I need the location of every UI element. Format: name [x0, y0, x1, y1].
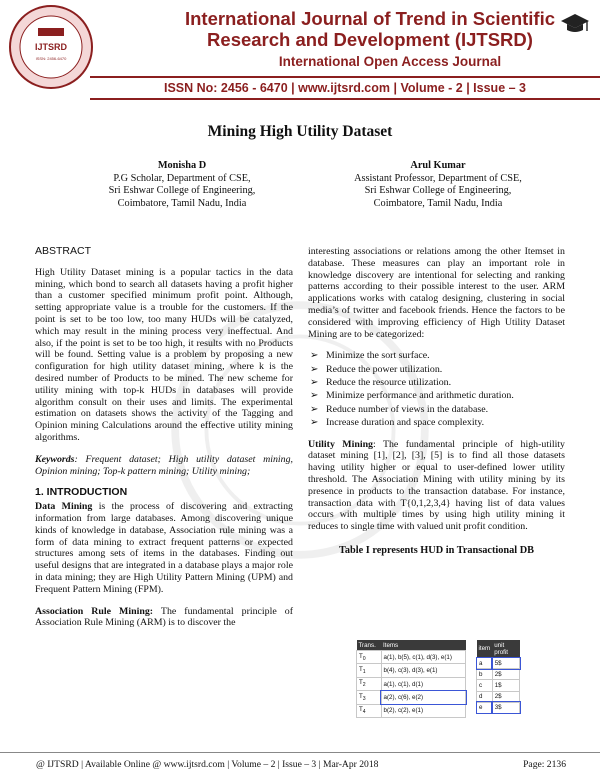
transaction-table	[356, 640, 466, 718]
table-header: Items	[381, 640, 465, 651]
author-block	[318, 160, 558, 210]
issn-bar: ISSN No: 2456 - 6470 | www.ijtsrd.com | Volume - 2 | Issue – 3	[90, 76, 600, 100]
arrow-bullet-icon: ➢	[310, 350, 319, 362]
right-column	[308, 246, 565, 567]
utility-mining-paragraph	[308, 439, 565, 533]
left-column	[35, 246, 293, 639]
abstract-heading: ABSTRACT	[35, 245, 92, 257]
item-cell: a	[477, 658, 493, 669]
list-item: ➢ Reduce number of views in the database.	[310, 403, 489, 415]
transaction-table-figure	[356, 640, 576, 744]
arrow-bullet-icon: ➢	[310, 390, 319, 402]
author-affiliation: Sri Eshwar College of Engineering,	[364, 185, 512, 196]
author-affiliation: Coimbatore, Tamil Nadu, India	[373, 197, 503, 209]
arm-paragraph	[35, 606, 293, 630]
author-affiliation: Assistant Professor, Department of CSE,	[354, 172, 522, 184]
table-row	[477, 680, 520, 691]
items-cell: a(1), b(5), c(1), d(3), e(1)	[381, 651, 465, 664]
open-access-label: International Open Access Journal	[278, 54, 502, 69]
journal-title: International Journal of Trend in Scientific Research and Development (IJTSRD)	[184, 8, 556, 50]
data-mining-paragraph	[35, 501, 293, 595]
author-block	[62, 160, 302, 210]
arm-text: The fundamental principle of Association Rule Mining (ARM) is to discover the	[35, 605, 293, 629]
list-item: ➢ Minimize the sort surface.	[310, 350, 430, 362]
table-row	[477, 658, 520, 669]
utility-mining-term: Utility Mining	[308, 438, 373, 450]
unit-profit-table	[476, 640, 520, 714]
arrow-bullet-icon: ➢	[310, 363, 319, 375]
list-item: ➢ Reduce the resource utilization.	[310, 376, 452, 388]
page-footer	[0, 752, 600, 776]
author-affiliation: Coimbatore, Tamil Nadu, India	[117, 197, 247, 209]
factor-list	[310, 350, 565, 428]
table-row	[357, 651, 466, 664]
items-cell: a(1), c(1), d(1)	[381, 677, 465, 690]
page-number: Page: 2136	[523, 759, 566, 770]
profit-cell: 1$	[492, 680, 519, 691]
table-header: unit profit	[492, 640, 519, 658]
graduation-cap-icon	[560, 12, 590, 36]
item-cell: e	[477, 702, 493, 713]
arm-term: Association Rule Mining:	[35, 605, 154, 617]
abstract-text: High Utility Dataset mining is a popular tactics in the data mining, which bond to search all datasets having a profit higher than a customer specified minimum profit point. Although, setting appropriate value is a trouble for the customers. If the point is set to be too low, too many HUDs will be catalyzed, which may result in the mining process very ineffectual. And also, if the point is set to be too high, it results with no Products will be found. Setting value is a problem by proposing a new configuration for high utility dataset mining, where k is the desired number of Products to be mined. The new scheme for utility mining with top-k HUDs in databases will provide algorithm consult on their uses and limits. The experimental estimation on datasets shows the activity of the Tagging and Opinion mining Calculations around the effective utility mining algorithms.	[35, 266, 293, 443]
table-row	[357, 691, 466, 704]
table-row	[477, 669, 520, 680]
table-row	[357, 677, 466, 690]
author-name: Monisha D	[157, 160, 207, 171]
table-row	[357, 704, 466, 717]
table-row	[477, 702, 520, 713]
list-item: ➢ Reduce the power utilization.	[310, 363, 443, 375]
continued-paragraph: interesting associations or relations among the other Itemset in database. These measures can play an important role in knowledge discovery are intentional for selecting and ranking patterns according to their possible interest to the user. ARM applications works with catalog designing, clustering in social media’s of twitter and facebook friends. Hence the factors to be considered with improving efficiency of High Utility Dataset Mining are to be categorized:	[308, 246, 565, 340]
trans-cell: $T_1$	[357, 664, 382, 677]
svg-text:IJTSRD: IJTSRD	[34, 42, 68, 52]
utility-mining-text: : The fundamental principle of high-utility dataset mining [1], [2], [3], [5] is to find all those datasets having utility higher or equal to user-defined lower utility threshold. The Association Mining with utility mining by its presence in products to the transaction database. For instance, transaction data with T{0,1,2,3,4} having list of data values occurs with multiple times by using high utility mining it reduces to single time with valued unit profit condition.	[308, 438, 565, 533]
introduction-heading: 1. INTRODUCTION	[35, 486, 128, 499]
data-mining-text: is the process of discovering and extracting information from large databases. Among discovering unique kinds of knowledge in database, Association rule mining was a form of data mining to extract frequent patterns or expected structures among sets of items in the databases. Finding out useful designs that are integrated in a database plays a major role in data mining; they are High Utility Pattern Mining (UPM) and Frequent Pattern Mining (FPM).	[35, 501, 293, 595]
items-cell: a(2), c(6), e(2)	[381, 691, 465, 704]
data-mining-term: Data Mining	[35, 501, 93, 513]
trans-cell: $T_4$	[357, 704, 382, 717]
items-cell: b(2), c(2), e(1)	[381, 704, 465, 717]
trans-cell: $T_0$	[357, 651, 382, 664]
table-row	[477, 691, 520, 702]
profit-cell: 2$	[492, 669, 519, 680]
author-affiliation: P.G Scholar, Department of CSE,	[113, 172, 251, 184]
footer-citation: @ IJTSRD | Available Online @ www.ijtsrd.com | Volume – 2 | Issue – 3 | Mar-Apr 2018	[36, 759, 379, 770]
arrow-bullet-icon: ➢	[310, 403, 319, 415]
journal-header	[0, 0, 600, 108]
arrow-bullet-icon: ➢	[310, 416, 319, 428]
profit-cell: 2$	[492, 691, 519, 702]
trans-cell: $T_3$	[357, 691, 382, 704]
svg-text:ISSN: 2456-6470: ISSN: 2456-6470	[35, 56, 67, 61]
list-item: ➢ Increase duration and space complexity.	[310, 416, 485, 428]
table-header: Trans.	[357, 640, 382, 651]
list-item: ➢ Minimize performance and arithmetic duration.	[310, 390, 514, 402]
author-name: Arul Kumar	[410, 160, 466, 171]
trans-cell: $T_2$	[357, 677, 382, 690]
table-row	[357, 664, 466, 677]
item-cell: c	[477, 680, 493, 691]
table-header: item	[477, 640, 493, 658]
table-caption: Table I represents HUD in Transactional DB	[338, 545, 535, 557]
keywords	[35, 454, 293, 478]
item-cell: d	[477, 691, 493, 702]
keywords-text: : Frequent dataset; High utility dataset mining, Opinion mining; Top-k pattern mining; Utility mining;	[35, 453, 293, 477]
profit-cell: 3$	[492, 702, 519, 713]
item-cell: b	[477, 669, 493, 680]
paper-title: Mining High Utility Dataset	[207, 123, 393, 140]
profit-cell: 5$	[492, 658, 519, 669]
keywords-label: Keywords	[35, 453, 75, 465]
author-affiliation: Sri Eshwar College of Engineering,	[108, 185, 256, 196]
journal-seal-logo	[8, 4, 94, 90]
items-cell: b(4), c(3), d(3), e(1)	[381, 664, 465, 677]
arrow-bullet-icon: ➢	[310, 376, 319, 388]
